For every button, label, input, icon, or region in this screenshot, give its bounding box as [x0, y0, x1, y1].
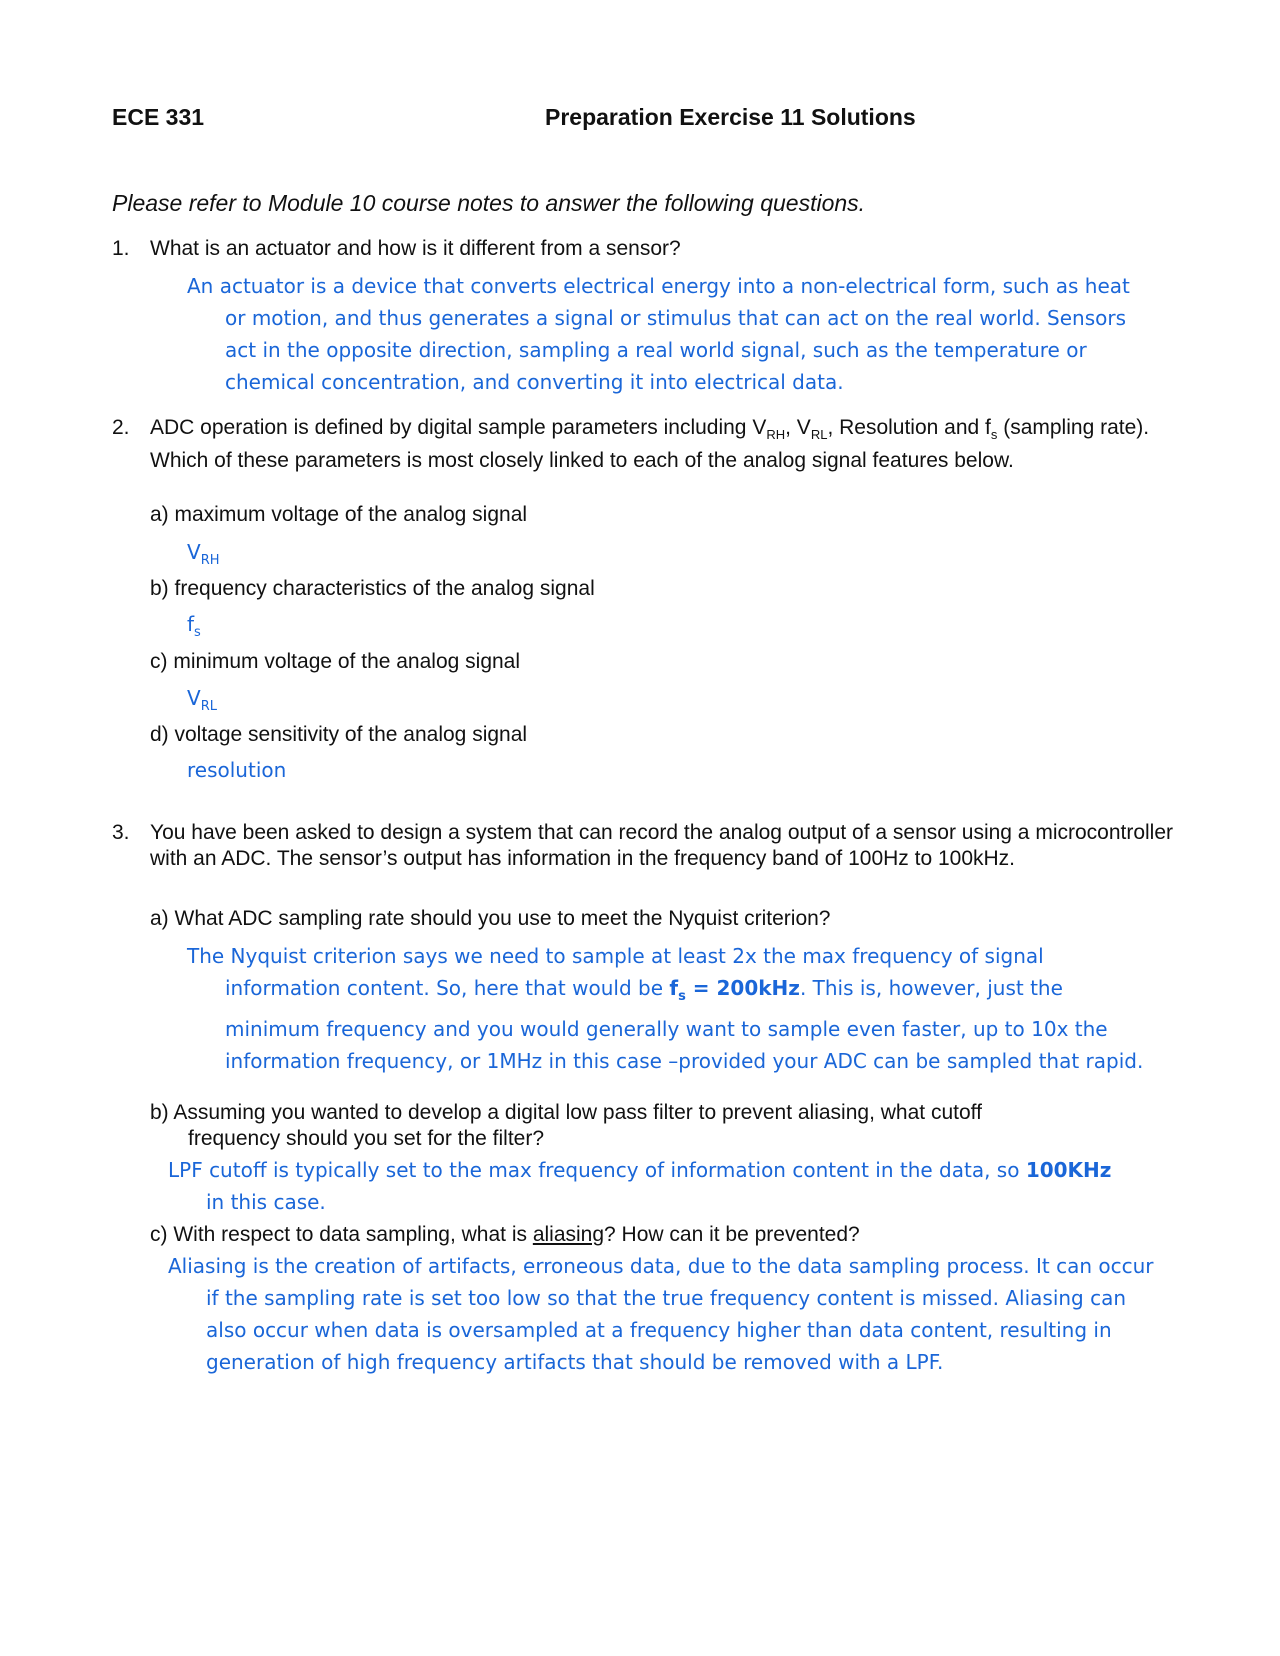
aliasing-term: aliasing	[532, 1223, 605, 1246]
question-number: 1.	[112, 237, 130, 260]
document-title: Preparation Exercise 11 Solutions	[545, 104, 916, 130]
question-3a: a) What ADC sampling rate should you use to meet the Nyquist criterion?	[150, 907, 831, 930]
answer-3b: LPF cutoff is typically set to the max frequency of information content in the data, so 100KHz in this case.	[168, 1158, 1112, 1214]
question-text: You have been asked to design a system that can record the analog output of a sensor using a microcontroller with an ADC. The sensor’s output has information in the frequency band of 100Hz to 100kHz.	[150, 821, 1174, 870]
question-text: ADC operation is defined by digital sample parameters including $V_{RH}$, $V_{RL}$, Resolution and $f_s$ (sampling rate). Which of these parameters is most closely linked to each of the analog signal features below.	[150, 416, 1150, 473]
question-2b: b) frequency characteristics of the analog signal	[150, 577, 595, 600]
course-code: ECE 331	[112, 104, 205, 130]
answer-3a: The Nyquist criterion says we need to sample at least 2x the max frequency of signal information content. So, here that would be $f_s = 200kHz$. This is, however, just the minimum frequency and you would generally want to sample even faster, up to 10x the information frequency, or 1MHz in this case –provided your ADC can be sampled that rapid.	[187, 944, 1144, 1073]
question-2d: d) voltage sensitivity of the analog signal	[150, 723, 528, 746]
question-2a: a) maximum voltage of the analog signal	[150, 503, 528, 526]
answer-3c: Aliasing is the creation of artifacts, erroneous data, due to the data sampling process. It can occur if the sampling rate is set too low so that the true frequency content is missed. Aliasing can also occur when data is oversampled at a frequency higher than data content, resulting in generation of high frequency artifacts that should be removed with a LPF.	[168, 1254, 1154, 1374]
answer-2c: $V_{RL}$	[187, 686, 217, 714]
question-2c: c) minimum voltage of the analog signal	[150, 650, 521, 673]
answer-1: An actuator is a device that converts electrical energy into a non-electrical form, such as heat or motion, and thus generates a signal or stimulus that can act on the real world. Sensors act in the opposite direction, sampling a real world signal, such as the temperature or chemical concentration, and converting it into electrical data.	[187, 274, 1130, 394]
question-number: 2.	[112, 416, 130, 439]
question-number: 3.	[112, 821, 130, 844]
question-3c: c) With respect to data sampling, what is aliasing? How can it be prevented?	[150, 1223, 860, 1246]
answer-2d: resolution	[187, 758, 287, 782]
answer-2b: $f_s$	[187, 612, 201, 640]
intro-instruction: Please refer to Module 10 course notes to answer the following questions.	[112, 190, 866, 216]
question-text: What is an actuator and how is it different from a sensor?	[150, 237, 681, 260]
question-3b: b) Assuming you wanted to develop a digital low pass filter to prevent aliasing, what cutoff frequency should you set for the filter?	[150, 1101, 982, 1150]
answer-2a: $V_{RH}$	[187, 540, 220, 568]
